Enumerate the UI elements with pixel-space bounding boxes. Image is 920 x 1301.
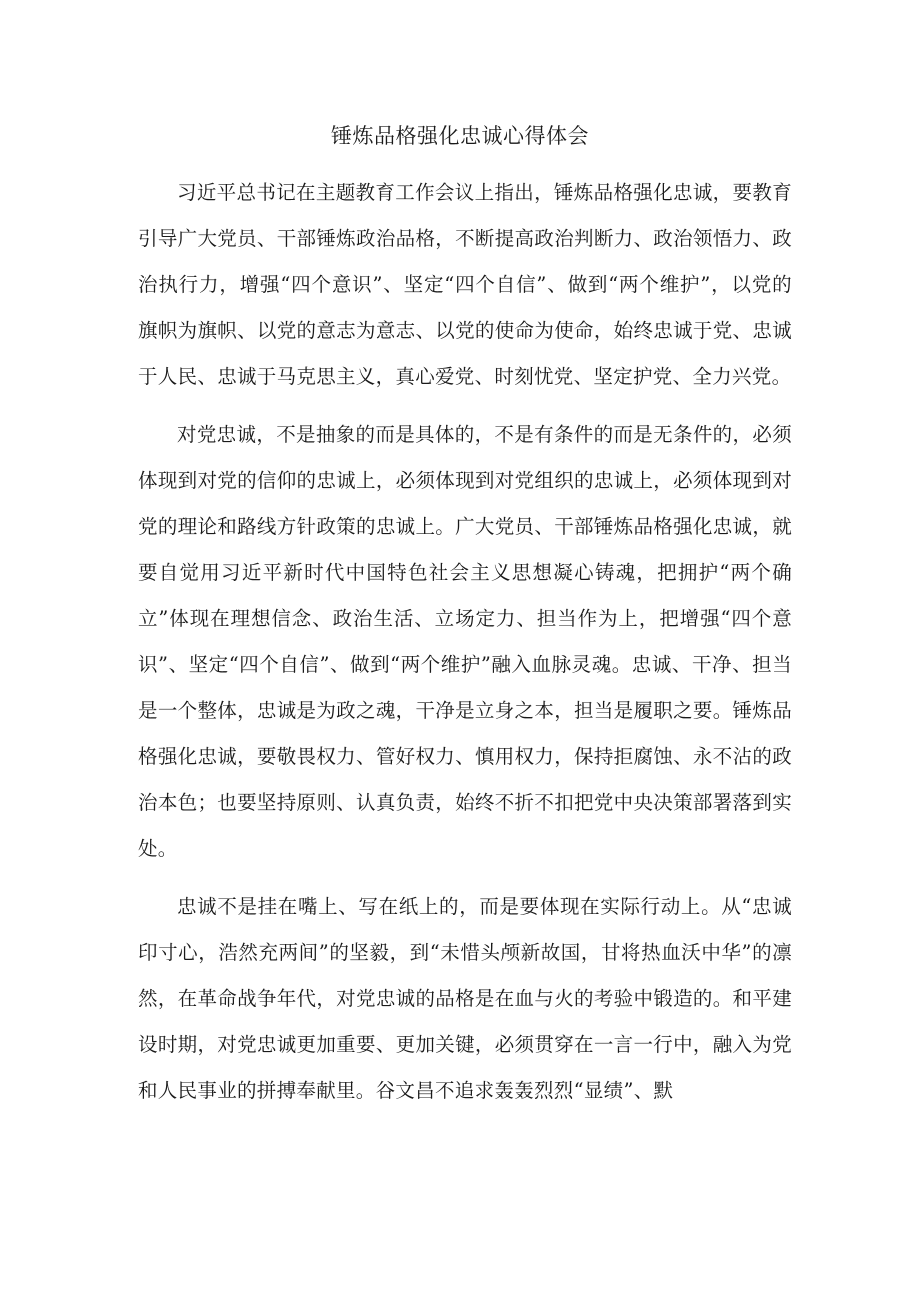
document-title: 锤炼品格强化忠诚心得体会 — [331, 124, 589, 148]
paragraph-1: 习近平总书记在主题教育工作会议上指出，锤炼品格强化忠诚，要教育引导广大党员、干部锤炼政治品格，不断提高政治判断力、政治领悟力、政治执行力，增强“四个意识”、坚定“四个自信”、做到“两个维护”，以党的旗帜为旗帜、以党的意志为意志、以党的使命为使命，始终忠诚于党、忠诚于人民、忠诚于马克思主义，真心爱党、时刻忧党、坚定护党、全力兴党。 — [138, 181, 792, 388]
paragraph-2: 对党忠诚，不是抽象的而是具体的，不是有条件的而是无条件的，必须体现到对党的信仰的忠诚上，必须体现到对党组织的忠诚上，必须体现到对党的理论和路线方针政策的忠诚上。广大党员、干部锤炼品格强化忠诚，就要自觉用习近平新时代中国特色社会主义思想凝心铸魂，把拥护“两个确立”体现在理想信念、政治生活、立场定力、担当作为上，把增强“四个意识”、坚定“四个自信”、做到“两个维护”融入血脉灵魂。忠诚、干净、担当是一个整体，忠诚是为政之魂，干净是立身之本，担当是履职之要。锤炼品格强化忠诚，要敬畏权力、管好权力、慎用权力，保持拒腐蚀、永不沾的政治本色；也要坚持原则、认真负责，始终不折不扣把党中央决策部署落到实处。 — [138, 423, 792, 860]
paragraph-3: 忠诚不是挂在嘴上、写在纸上的，而是要体现在实际行动上。从“忠诚印寸心，浩然充两间”的坚毅，到“未惜头颅新故国，甘将热血沃中华”的凛然，在革命战争年代，对党忠诚的品格是在血与火的考验中锻造的。和平建设时期，对党忠诚更加重要、更加关键，必须贯穿在一言一行中，融入为党和人民事业的拼搏奉献里。谷文昌不追求轰轰烈烈“显绩”、默 — [138, 895, 792, 1102]
document-body — [138, 170, 792, 1114]
